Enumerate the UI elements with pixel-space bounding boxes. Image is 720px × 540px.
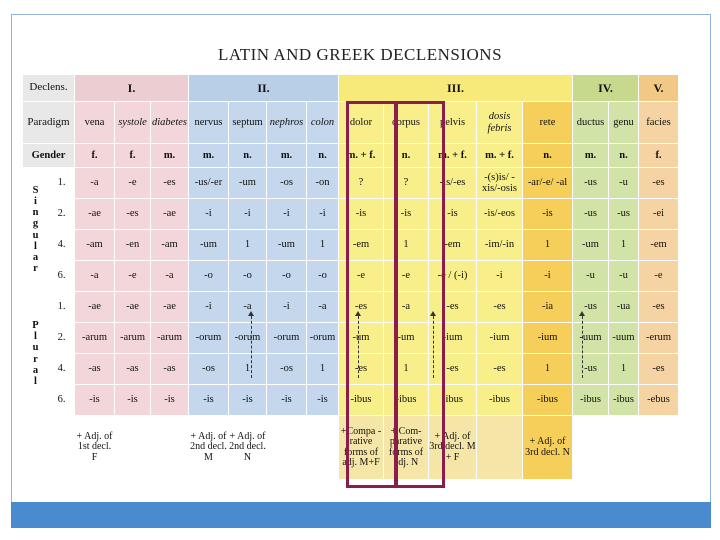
table-cell: -is/-es xyxy=(429,168,477,199)
paradigm-cell: facies xyxy=(639,102,679,144)
table-cell: -es xyxy=(429,292,477,323)
dashed-arrow xyxy=(433,316,434,378)
paradigm-cell: diabetes xyxy=(151,102,189,144)
paradigm-label: Paradigm xyxy=(23,102,75,144)
table-cell: -a xyxy=(151,261,189,292)
table-cell: -on xyxy=(307,168,339,199)
case-number: 6. xyxy=(49,261,75,292)
table-cell: -em xyxy=(429,230,477,261)
table-cell: -uum xyxy=(573,323,609,354)
paradigm-cell: pelvis xyxy=(429,102,477,144)
dashed-arrow xyxy=(251,316,252,378)
case-number: 1. xyxy=(49,168,75,199)
gender-cell: f. xyxy=(75,144,115,168)
table-cell: -i xyxy=(229,199,267,230)
table-cell: -es xyxy=(339,354,384,385)
table-cell: -is xyxy=(115,385,151,416)
table-cell: -ae xyxy=(75,199,115,230)
table-cell: -orum xyxy=(189,323,229,354)
table-cell: 1 xyxy=(384,354,429,385)
table-cell: -(s)is/ -xis/-osis xyxy=(477,168,523,199)
table-cell: -ibus xyxy=(573,385,609,416)
table-cell: ? xyxy=(339,168,384,199)
table-cell: -um xyxy=(267,230,307,261)
table-cell: -ia xyxy=(523,292,573,323)
table-cell: -us xyxy=(573,354,609,385)
table-cell: -um xyxy=(384,323,429,354)
table-cell: -o xyxy=(307,261,339,292)
table-cell: -ibus xyxy=(429,385,477,416)
table-cell: -ua xyxy=(609,292,639,323)
note-rete: + Adj. of 3rd decl. N xyxy=(523,416,573,480)
group-4: IV. xyxy=(573,75,639,102)
table-cell: -erum xyxy=(639,323,679,354)
note-dolor: +Compa -rative forms of adj. M+F xyxy=(339,416,384,480)
table-cell: -is xyxy=(75,385,115,416)
gender-label: Gender xyxy=(23,144,75,168)
table-cell: -orum xyxy=(229,323,267,354)
table-cell: -i xyxy=(189,292,229,323)
table-cell: -um xyxy=(339,323,384,354)
gender-cell: f. xyxy=(639,144,679,168)
table-cell: -us xyxy=(609,199,639,230)
table-cell: -ae xyxy=(151,199,189,230)
gender-cell: n. xyxy=(229,144,267,168)
table-cell: -is xyxy=(267,385,307,416)
table-cell: -em xyxy=(339,230,384,261)
table-cell: -a xyxy=(229,292,267,323)
table-cell: -os xyxy=(189,354,229,385)
table-cell: -is xyxy=(229,385,267,416)
table-cell: -as xyxy=(151,354,189,385)
table-cell: -ebus xyxy=(639,385,679,416)
arrow-head-icon xyxy=(579,311,585,316)
table-cell: -is xyxy=(189,385,229,416)
paradigm-cell: vena xyxy=(75,102,115,144)
table-cell: -as xyxy=(115,354,151,385)
table-cell: -es xyxy=(339,292,384,323)
table-cell: -i xyxy=(477,261,523,292)
table-cell: -o xyxy=(267,261,307,292)
table-cell: -e xyxy=(339,261,384,292)
table-cell: -i xyxy=(267,292,307,323)
paradigm-cell: nervus xyxy=(189,102,229,144)
declens-label: Declens. xyxy=(23,75,75,102)
group-2: II. xyxy=(189,75,339,102)
dashed-arrow xyxy=(582,316,583,378)
case-number: 6. xyxy=(49,385,75,416)
note-nervus: + Adj. of 2nd decl. M xyxy=(189,416,229,480)
table-cell: -u xyxy=(609,261,639,292)
gender-cell: n. xyxy=(609,144,639,168)
paradigm-cell: dosis febris xyxy=(477,102,523,144)
table-cell: -es xyxy=(429,354,477,385)
table-cell: -es xyxy=(639,292,679,323)
table-cell: -ium xyxy=(477,323,523,354)
arrow-head-icon xyxy=(355,311,361,316)
table-cell: -os xyxy=(267,354,307,385)
gender-cell: m. + f. xyxy=(339,144,384,168)
table-cell: -i xyxy=(189,199,229,230)
note-vena: + Adj. of 1st decl. F xyxy=(75,416,115,480)
table-cell: -am xyxy=(75,230,115,261)
note-septum: + Adj. of 2nd decl. N xyxy=(229,416,267,480)
table-cell: -ae xyxy=(151,292,189,323)
arrow-head-icon xyxy=(248,311,254,316)
table-cell: -us xyxy=(573,168,609,199)
table-cell: -orum xyxy=(267,323,307,354)
table-cell: -ibus xyxy=(384,385,429,416)
table-cell: -is xyxy=(151,385,189,416)
paradigm-cell: nephros xyxy=(267,102,307,144)
gender-cell: m. xyxy=(267,144,307,168)
table-cell: -ei xyxy=(639,199,679,230)
footer-bar xyxy=(11,502,711,528)
table-cell: 1 xyxy=(307,230,339,261)
table-cell: -u xyxy=(609,168,639,199)
table-cell: -is xyxy=(384,199,429,230)
paradigm-cell: genu xyxy=(609,102,639,144)
table-cell: -em xyxy=(639,230,679,261)
gender-cell: m. + f. xyxy=(477,144,523,168)
gender-cell: m. + f. xyxy=(429,144,477,168)
table-cell: ? xyxy=(384,168,429,199)
table-cell: -us/-er xyxy=(189,168,229,199)
gender-cell: n. xyxy=(307,144,339,168)
dashed-arrow xyxy=(358,316,359,378)
gender-cell: n. xyxy=(384,144,429,168)
table-cell: -am xyxy=(151,230,189,261)
case-number: 2. xyxy=(49,199,75,230)
table-cell: -a xyxy=(307,292,339,323)
table-cell: -ibus xyxy=(339,385,384,416)
table-cell: -is xyxy=(339,199,384,230)
paradigm-cell: ductus xyxy=(573,102,609,144)
table-cell: -um xyxy=(573,230,609,261)
gender-cell: m. xyxy=(573,144,609,168)
table-cell: -as xyxy=(75,354,115,385)
table-cell: -es xyxy=(639,354,679,385)
table-cell: -arum xyxy=(151,323,189,354)
table-cell: -uum xyxy=(609,323,639,354)
table-cell: -o xyxy=(229,261,267,292)
gender-cell: f. xyxy=(115,144,151,168)
table-cell: 1 xyxy=(523,230,573,261)
table-cell: -es xyxy=(115,199,151,230)
table-cell: -i xyxy=(523,261,573,292)
table-cell: -is/-eos xyxy=(477,199,523,230)
paradigm-cell: septum xyxy=(229,102,267,144)
table-cell: -um xyxy=(189,230,229,261)
table-cell: -us xyxy=(573,292,609,323)
table-cell: -ar/-e/ -al xyxy=(523,168,573,199)
table-cell: -ibus xyxy=(609,385,639,416)
group-1: I. xyxy=(75,75,189,102)
table-cell: 1 xyxy=(229,354,267,385)
case-number: 2. xyxy=(49,323,75,354)
table-cell: 1 xyxy=(523,354,573,385)
paradigm-cell: colon xyxy=(307,102,339,144)
table-cell: -i xyxy=(267,199,307,230)
table-cell: -e xyxy=(115,261,151,292)
table-cell: -a xyxy=(75,168,115,199)
corpus-highlight-box xyxy=(395,101,445,488)
table-cell: -es xyxy=(477,292,523,323)
plural-label: P l u r a l xyxy=(23,292,49,416)
table-cell: -a xyxy=(384,292,429,323)
table-cell: -is xyxy=(307,385,339,416)
page-title: LATIN AND GREEK DECLENSIONS xyxy=(217,45,503,64)
table-cell: -im/-in xyxy=(477,230,523,261)
paradigm-cell: systole xyxy=(115,102,151,144)
table-cell: -ae xyxy=(115,292,151,323)
table-cell: 1 xyxy=(307,354,339,385)
table-cell: -arum xyxy=(75,323,115,354)
table-cell: -es xyxy=(639,168,679,199)
gender-cell: n. xyxy=(523,144,573,168)
table-cell: -ium xyxy=(523,323,573,354)
case-number: 4. xyxy=(49,230,75,261)
table-cell: -o xyxy=(189,261,229,292)
table-cell: -e xyxy=(384,261,429,292)
paradigm-cell: corpus xyxy=(384,102,429,144)
table-cell: 1 xyxy=(229,230,267,261)
case-number: 1. xyxy=(49,292,75,323)
table-cell: -ibus xyxy=(523,385,573,416)
table-cell: -ibus xyxy=(477,385,523,416)
gender-cell: m. xyxy=(189,144,229,168)
table-cell: -e xyxy=(115,168,151,199)
group-5: V. xyxy=(639,75,679,102)
table-cell: -e xyxy=(639,261,679,292)
table-cell: -ae xyxy=(75,292,115,323)
table-cell: -orum xyxy=(307,323,339,354)
table-cell: -i xyxy=(307,199,339,230)
table-cell: -os xyxy=(267,168,307,199)
table-cell: -en xyxy=(115,230,151,261)
table-cell: -ium xyxy=(429,323,477,354)
paradigm-cell: rete xyxy=(523,102,573,144)
table-cell: 1 xyxy=(384,230,429,261)
table-cell: -arum xyxy=(115,323,151,354)
group-3: III. xyxy=(339,75,573,102)
table-cell: -u xyxy=(573,261,609,292)
table-cell: 1 xyxy=(609,354,639,385)
table-cell: -us xyxy=(573,199,609,230)
arrow-head-icon xyxy=(430,311,436,316)
gender-cell: m. xyxy=(151,144,189,168)
note-corpus: + Com- parative forms of adj. N xyxy=(384,416,429,480)
table-cell: -es xyxy=(477,354,523,385)
case-number: 4. xyxy=(49,354,75,385)
table-cell: -is xyxy=(523,199,573,230)
table-cell: -a xyxy=(75,261,115,292)
table-cell: -es xyxy=(151,168,189,199)
singular-label: S i n g u l a r xyxy=(23,168,49,292)
dolor-highlight-box xyxy=(346,101,397,488)
paradigm-cell: dolor xyxy=(339,102,384,144)
table-cell: -e / (-i) xyxy=(429,261,477,292)
note-pelvis: + Adj. of 3rd decl. M + F xyxy=(429,416,477,480)
table-cell: 1 xyxy=(609,230,639,261)
table-cell: -is xyxy=(429,199,477,230)
table-cell: -um xyxy=(229,168,267,199)
